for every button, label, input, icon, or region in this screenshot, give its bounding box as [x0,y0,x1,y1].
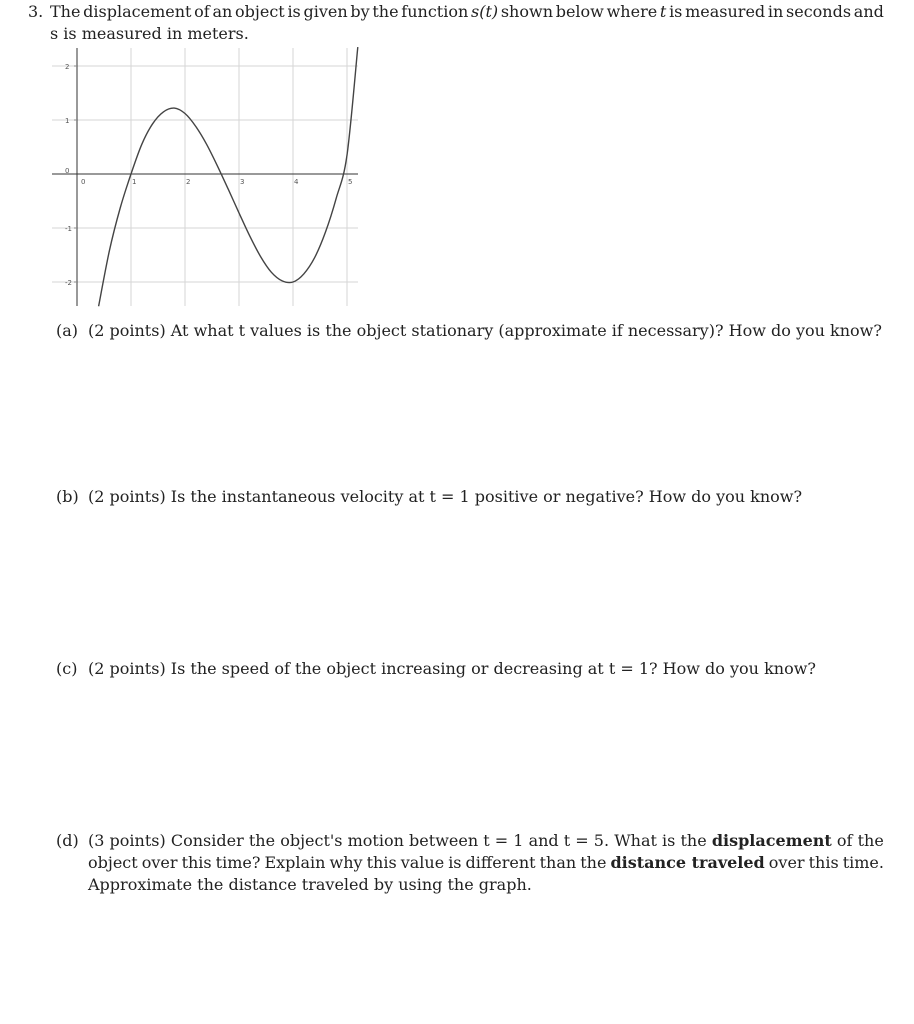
part-d-label: (d) [56,831,79,850]
x-tick-label-0: 0 [81,178,86,186]
part-c-text: (2 points) Is the speed of the object increasing or decreasing at t = 1? How do you know? [88,659,816,678]
displacement-graph [46,44,362,310]
part-d-text-line-3: Approximate the distance traveled by using the graph. [88,875,532,894]
part-b-text: (2 points) Is the instantaneous velocity at t = 1 positive or negative? How do you know? [88,487,803,506]
x-tick-label-5: 5 [348,178,353,186]
x-tick-label-4: 4 [294,178,299,186]
displacement-curve [99,47,358,306]
y-tick-label-2: 2 [65,63,70,71]
part-a-label: (a) [56,321,79,340]
part-a-text: (2 points) At what t values is the object stationary (approximate if necessary)? How do you know? [88,321,882,340]
y-tick-label--2: -2 [65,279,72,287]
y-tick-label--1: -1 [65,225,72,233]
y-tick-label-1: 1 [65,117,70,125]
question-number: 3. [28,2,44,21]
part-d-text-line-1: (3 points) Consider the object's motion between t = 1 and t = 5. What is the displacement of the [88,831,884,850]
y-tick-label-0: 0 [65,167,70,175]
question-statement-line-2: s is measured in meters. [50,24,249,43]
part-c-label: (c) [56,659,78,678]
part-d-text-line-2: object over this time? Explain why this value is different than the distance traveled over this time. [88,853,884,872]
part-b-label: (b) [56,487,79,506]
x-tick-label-2: 2 [186,178,191,186]
x-tick-label-3: 3 [240,178,245,186]
x-tick-label-1: 1 [132,178,137,186]
question-statement-line-1: The displacement of an object is given by the function s(t) shown below where t is measured in seconds and [50,2,884,21]
